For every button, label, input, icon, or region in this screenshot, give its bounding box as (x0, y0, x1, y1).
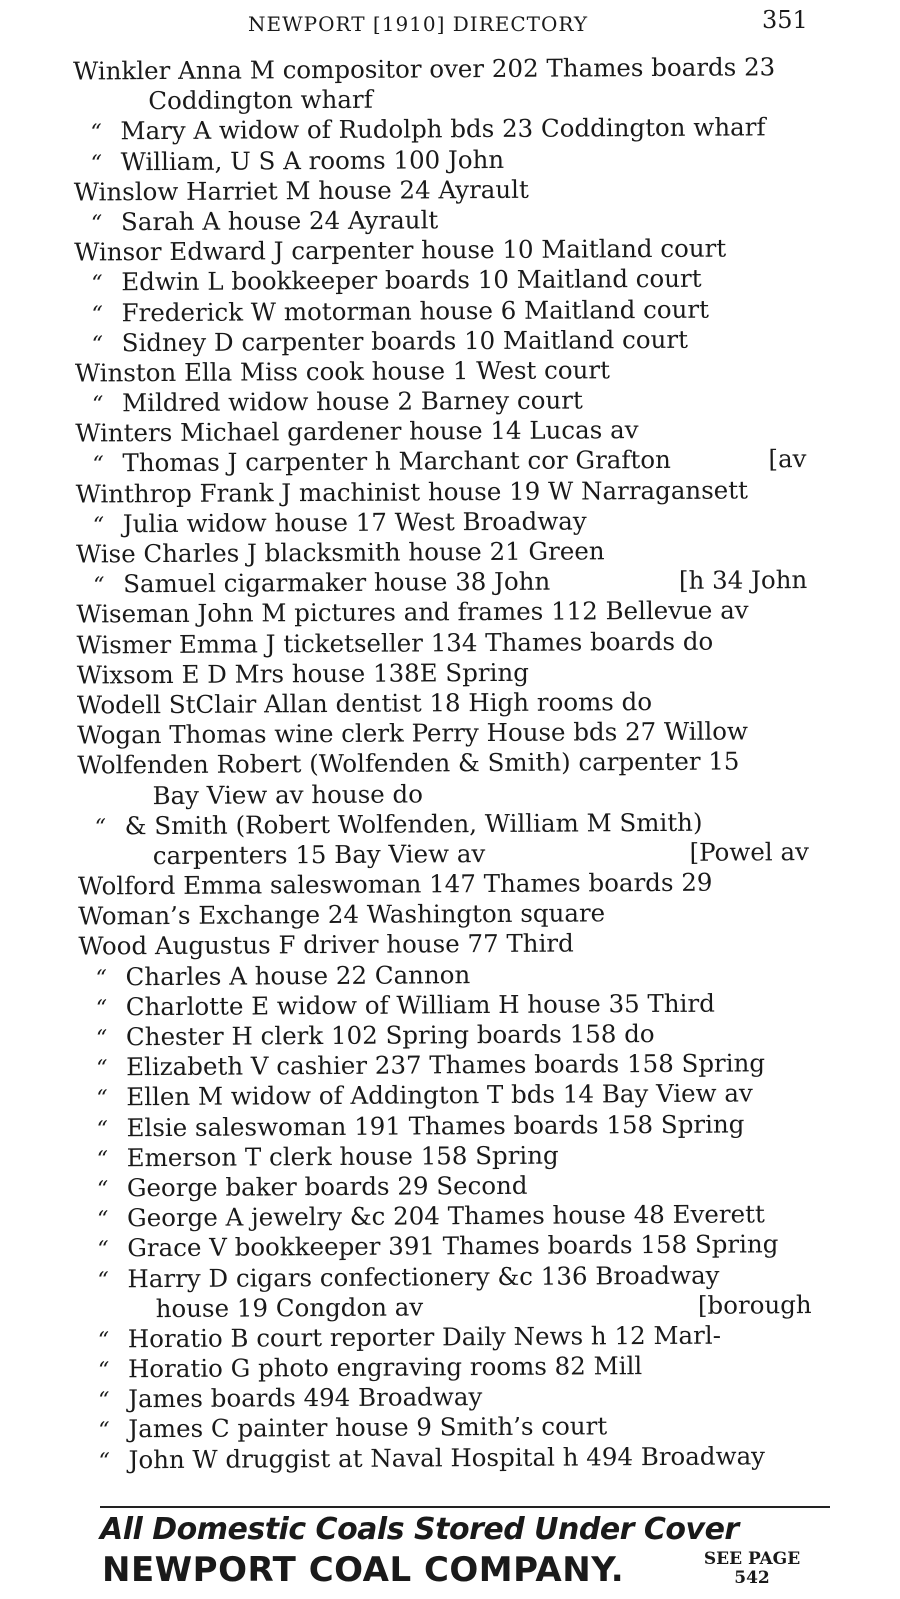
entry-text: Elsie saleswoman 191 Thames boards 158 Spring (126, 1109, 745, 1142)
ditto-mark: “ (98, 1418, 110, 1444)
ditto-mark: “ (96, 1177, 109, 1203)
ditto-mark: “ (92, 513, 105, 539)
entry-text: Harry D cigars confectionery &c 136 Broadway (127, 1260, 720, 1293)
entry-text: George baker boards 29 Second (126, 1170, 528, 1203)
directory-entry (8, 1440, 900, 1476)
entry-text: Wogan Thomas wine clerk Perry House bds 27 Willow (77, 716, 749, 750)
page-number: 351 (762, 6, 808, 34)
entry-text: Wise Charles J blacksmith house 21 Green (75, 536, 605, 569)
entry-text: Wolford Emma saleswoman 147 Thames boards 29 (77, 867, 713, 901)
entry-text: Winsor Edward J carpenter house 10 Maitland court (74, 233, 727, 267)
entry-text: carpenters 15 Bay View av (152, 838, 486, 870)
entry-text: Mildred widow house 2 Barney court (122, 385, 583, 418)
ditto-mark: “ (96, 1086, 108, 1112)
entry-continuation: [h 34 John (678, 565, 808, 596)
entry-text: Wolfenden Robert (Wolfenden & Smith) carpenter 15 (77, 746, 740, 780)
divider (100, 1506, 830, 1508)
page-title: NEWPORT [1910] DIRECTORY (248, 12, 589, 36)
entry-text: Grace V bookkeeper 391 Thames boards 158 Spring (127, 1229, 779, 1263)
ditto-mark: “ (91, 271, 103, 297)
entry-text: house 19 Congdon av (155, 1292, 424, 1323)
ditto-mark: “ (91, 332, 104, 358)
entry-text: Edwin L bookkeeper boards 10 Maitland court (121, 264, 702, 297)
ditto-mark: “ (96, 1116, 108, 1142)
entry-text: Sarah A house 24 Ayrault (120, 205, 439, 237)
entry-text: Julia widow house 17 West Broadway (122, 506, 587, 539)
entry-text: Ellen M widow of Addington T bds 14 Bay View av (126, 1078, 753, 1112)
ditto-mark: “ (94, 815, 107, 841)
entry-text: Bay View av house do (152, 778, 424, 810)
entry-continuation: [Powel av (689, 836, 809, 867)
entry-text: Wiseman John M pictures and frames 112 Bellevue av (76, 595, 749, 629)
entry-text: Winters Michael gardener house 14 Lucas av (75, 415, 639, 448)
ditto-mark: “ (90, 211, 103, 237)
ditto-mark: “ (91, 301, 103, 327)
ditto-mark: “ (97, 1328, 110, 1354)
ditto-mark: “ (97, 1358, 110, 1384)
ditto-mark: “ (95, 996, 108, 1022)
advertisement-company: NEWPORT COAL COMPANY. (102, 1550, 625, 1590)
ditto-mark: “ (98, 1388, 110, 1414)
entry-text: Emerson T clerk house 158 Spring (126, 1140, 559, 1172)
entry-text: Charlotte E widow of William H house 35 Third (125, 988, 715, 1022)
entry-text: Woman’s Exchange 24 Washington square (78, 898, 606, 931)
page-header (0, 6, 900, 38)
entry-text: Winkler Anna M compositor over 202 Thames boards 23 (72, 52, 776, 86)
ditto-mark: “ (97, 1237, 109, 1263)
ditto-mark: “ (92, 392, 104, 418)
entry-text: Wodell StClair Allan dentist 18 High rooms do (76, 686, 653, 720)
ditto-mark: “ (96, 1056, 108, 1082)
ditto-mark: “ (90, 150, 102, 177)
entry-text: George A jewelry &c 204 Thames house 48 Everett (127, 1199, 765, 1233)
entry-text: John W druggist at Naval Hospital h 494 Broadway (128, 1440, 766, 1474)
ditto-mark: “ (95, 965, 107, 992)
ditto-mark: “ (92, 452, 104, 478)
entry-text: Mary A widow of Rudolph bds 23 Coddington wharf (120, 112, 766, 146)
entry-continuation: [borough (697, 1289, 812, 1320)
entry-text: James boards 494 Broadway (128, 1382, 483, 1414)
entry-text: Wixsom E D Mrs house 138E Spring (76, 657, 529, 690)
see-page-number: 542 (734, 1568, 770, 1588)
entry-text: Horatio B court reporter Daily News h 12 Marl- (127, 1320, 722, 1354)
entry-text: Winthrop Frank J machinist house 19 W Narragansett (75, 475, 749, 509)
entry-text: Charles A house 22 Cannon (125, 959, 471, 991)
entry-text: Sidney D carpenter boards 10 Maitland court (121, 324, 688, 357)
entry-text: Wood Augustus F driver house 77 Third (78, 928, 574, 961)
entry-text: Winston Ella Miss cook house 1 West court (74, 355, 611, 388)
directory-listing (0, 52, 900, 1476)
ditto-mark: “ (98, 1448, 110, 1475)
entry-text: Chester H clerk 102 Spring boards 158 do (125, 1019, 655, 1052)
entry-text: Horatio G photo engraving rooms 82 Mill (127, 1351, 643, 1384)
entry-text: Winslow Harriet M house 24 Ayrault (73, 174, 529, 207)
ditto-mark: “ (97, 1267, 109, 1293)
entry-text: Wismer Emma J ticketseller 134 Thames boards do (76, 626, 714, 660)
advertisement-tagline: All Domestic Coals Stored Under Cover (100, 1512, 739, 1547)
entry-text: Elizabeth V cashier 237 Thames boards 158 Spring (126, 1048, 766, 1082)
see-page-note (692, 1550, 812, 1588)
entry-text: & Smith (Robert Wolfenden, William M Smith) (124, 807, 703, 840)
entry-text: William, U S A rooms 100 John (120, 144, 505, 176)
ditto-mark: “ (90, 120, 102, 146)
see-page-label: SEE PAGE (703, 1549, 801, 1569)
ditto-mark: “ (96, 1147, 109, 1173)
entry-text: Coddington wharf (148, 84, 373, 116)
entry-continuation: [av (768, 444, 807, 474)
ditto-mark: “ (97, 1207, 109, 1233)
entry-text: James C painter house 9 Smith’s court (128, 1411, 608, 1444)
entry-text: Samuel cigarmaker house 38 John (123, 566, 551, 599)
ditto-mark: “ (93, 573, 105, 599)
entry-text: Thomas J carpenter h Marchant cor Grafton (122, 445, 671, 478)
ditto-mark: “ (95, 1026, 108, 1052)
entry-text: Frederick W motorman house 6 Maitland court (121, 294, 710, 327)
